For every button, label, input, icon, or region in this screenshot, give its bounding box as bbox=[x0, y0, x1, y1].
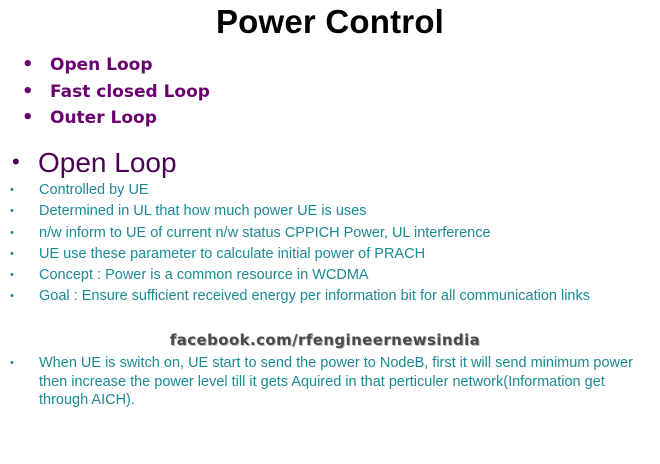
bullet-text: Controlled by UE bbox=[39, 182, 149, 198]
list-item bbox=[10, 181, 640, 200]
list-item-fast-closed-loop bbox=[22, 79, 210, 106]
list-item bbox=[10, 354, 640, 410]
bullet-icon: • bbox=[10, 247, 14, 260]
bullet-text: Goal : Ensure sufficient received energy per information bit for all communication links bbox=[39, 288, 590, 305]
switch-on-bullet-list bbox=[10, 354, 640, 410]
list-item-label: Open Loop bbox=[50, 55, 153, 75]
bullet-text: When UE is switch on, UE start to send the power to NodeB, first it will send minimum power then increase the power level till it gets Aquired in that perticuler network(Information get through AICH). bbox=[39, 355, 633, 408]
slide-title: Power Control bbox=[215, 3, 445, 40]
list-item bbox=[10, 224, 640, 243]
watermark: facebook.com/rfengineernewsindia bbox=[169, 331, 481, 349]
list-item bbox=[10, 266, 640, 285]
open-loop-bullet-list bbox=[10, 181, 640, 309]
bullet-icon: • bbox=[22, 80, 34, 102]
bullet-icon: • bbox=[10, 226, 14, 239]
list-item bbox=[10, 202, 640, 221]
bullet-text: Concept : Power is a common resource in WCDMA bbox=[39, 267, 369, 284]
bullet-icon: • bbox=[22, 54, 34, 75]
list-item-open-loop bbox=[22, 52, 210, 79]
bullet-text: UE use these parameter to calculate initial power of PRACH bbox=[39, 245, 426, 262]
bullet-icon: • bbox=[10, 357, 14, 369]
bullet-text: n/w inform to UE of current n/w status CPPICH Power, UL interference bbox=[39, 224, 491, 241]
bullet-icon: • bbox=[22, 107, 34, 128]
bullet-icon: • bbox=[10, 205, 14, 218]
bullet-icon: • bbox=[12, 149, 20, 174]
list-item bbox=[10, 287, 640, 306]
bullet-icon: • bbox=[10, 184, 14, 196]
list-item-label: Fast closed Loop bbox=[50, 81, 210, 102]
bullet-icon: • bbox=[10, 290, 14, 303]
section-heading bbox=[12, 144, 177, 181]
power-control-types-list bbox=[22, 52, 210, 132]
bullet-icon: • bbox=[10, 269, 14, 282]
list-item-label: Outer Loop bbox=[50, 108, 157, 128]
list-item bbox=[10, 245, 640, 264]
bullet-text: Determined in UL that how much power UE is uses bbox=[39, 203, 367, 220]
list-item-outer-loop bbox=[22, 105, 210, 132]
section-heading-label: Open Loop bbox=[38, 147, 177, 178]
